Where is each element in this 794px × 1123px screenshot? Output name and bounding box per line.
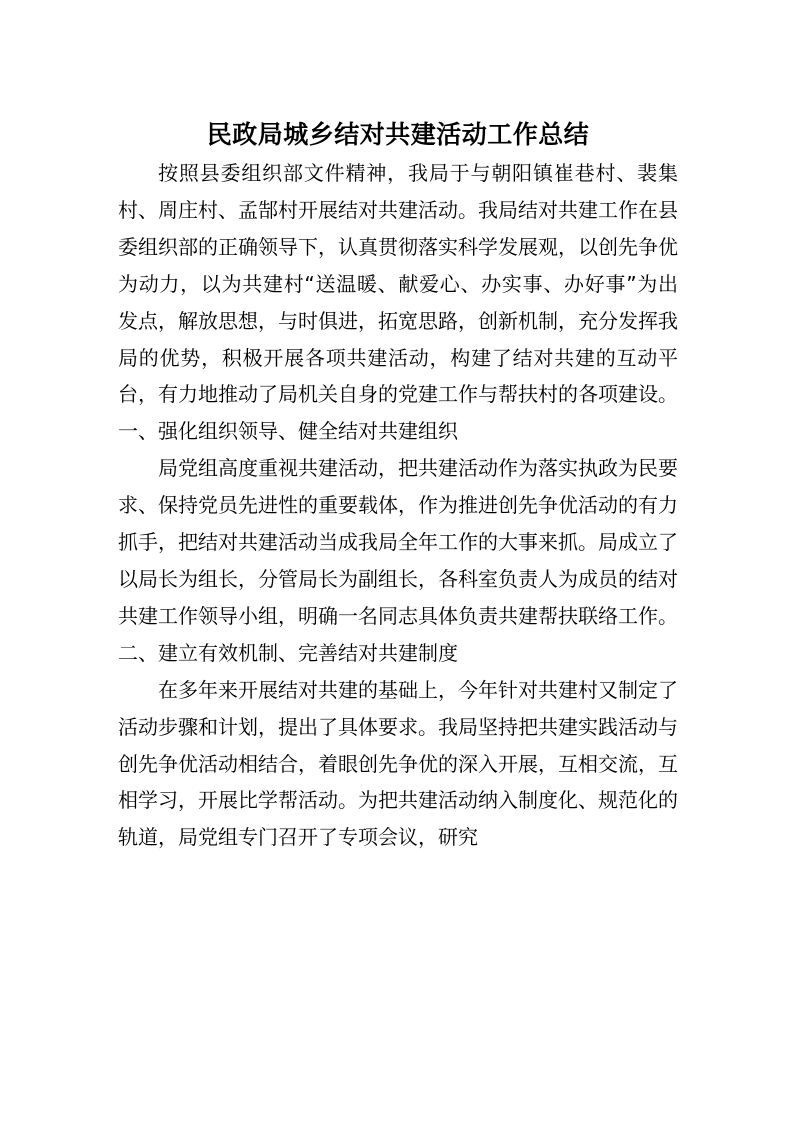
- document-body: [118, 155, 678, 856]
- section-heading-2: 二、建立有效机制、完善结对共建制度: [118, 640, 458, 665]
- intro-paragraph: 按照县委组织部文件精神，我局于与朝阳镇崔巷村、裴集村、周庄村、孟郜村开展结对共建活动。我局结对共建工作在县委组织部的正确领导下，认真贯彻落实科学发展观，以创先争优为动力，以为共建村“送温暖、献爱心、办实事、办好事”为出发点，解放思想，与时俱进，拓宽思路，创新机制，充分发挥我局的优势，积极开展各项共建活动，构建了结对共建的互动平台，有力地推动了局机关自身的党建工作与帮扶村的各项建设。: [118, 161, 678, 407]
- section-1-paragraph: 局党组高度重视共建活动，把共建活动作为落实执政为民要求、保持党员先进性的重要载体，作为推进创先争优活动的有力抓手，把结对共建活动当成我局全年工作的大事来抓。局成立了以局长为组长，分管局长为副组长，各科室负责人为成员的结对共建工作领导小组，明确一名同志具体负责共建帮扶联络工作。: [118, 456, 678, 628]
- document-title: 民政局城乡结对共建活动工作总结: [206, 119, 590, 149]
- section-heading-1: 一、强化组织领导、健全结对共建组织: [118, 419, 458, 444]
- section-2-paragraph: 在多年来开展结对共建的基础上，今年针对共建村又制定了活动步骤和计划，提出了具体要求。我局坚持把共建实践活动与创先争优活动相结合，着眼创先争优的深入开展，互相交流，互相学习，开展比学帮活动。为把共建活动纳入制度化、规范化的轨道，局党组专门召开了专项会议，研究: [118, 677, 678, 850]
